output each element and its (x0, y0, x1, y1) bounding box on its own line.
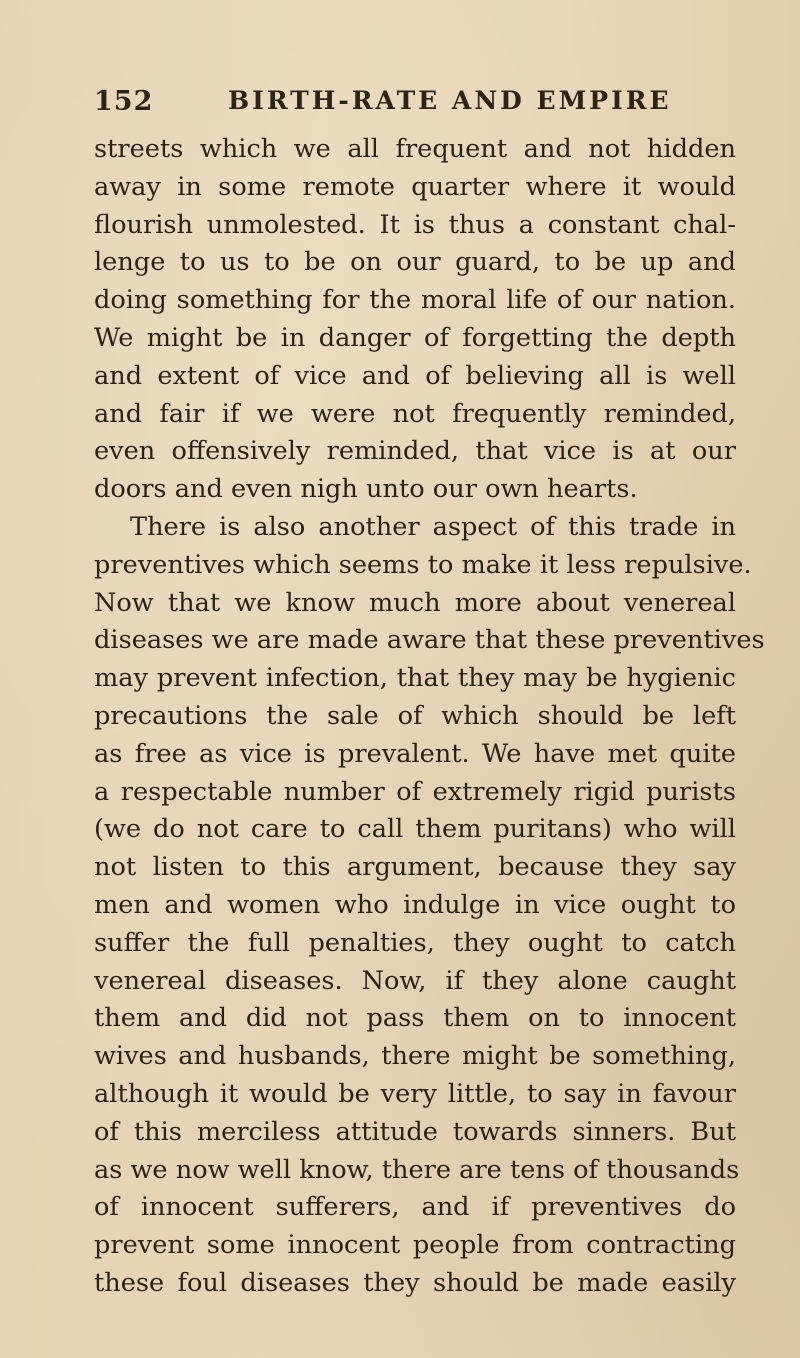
paragraph-1 (94, 131, 736, 509)
text-line: and extent of vice and of believing all is well (94, 360, 736, 391)
running-title: BIRTH-RATE AND EMPIRE (228, 86, 672, 115)
text-line: prevent some innocent people from contracting (94, 1230, 736, 1261)
text-line: them and did not pass them on to innocent (94, 1003, 736, 1034)
text-line: lenge to us to be on our guard, to be up and (94, 247, 736, 278)
text-line: There is also another aspect of this trade in (130, 511, 736, 542)
text-line: doors and even nigh unto our own hearts. (94, 474, 638, 505)
text-line: as free as vice is prevalent. We have met quite (94, 738, 736, 769)
text-line: (we do not care to call them puritans) who will (94, 814, 736, 845)
page-number: 152 (94, 86, 154, 117)
body-text (94, 131, 765, 1303)
text-line: We might be in danger of forgetting the depth (94, 322, 736, 353)
running-head (94, 86, 734, 126)
text-line: a respectable number of extremely rigid purists (94, 776, 736, 807)
text-line: not listen to this argument, because they say (94, 852, 736, 883)
text-line: as we now well know, there are tens of thousands (94, 1154, 740, 1185)
text-line: suffer the full penalties, they ought to catch (94, 927, 736, 958)
text-line: and fair if we were not frequently reminded, (94, 398, 736, 429)
text-line: may prevent infection, that they may be hygienic (94, 663, 736, 694)
text-line: streets which we all frequent and not hidden (94, 134, 736, 164)
text-line: away in some remote quarter where it would (94, 171, 736, 202)
text-line: wives and husbands, there might be something, (94, 1041, 736, 1072)
text-line: men and women who indulge in vice ought to (94, 889, 736, 920)
text-line: of this merciless attitude towards sinners. But (94, 1116, 736, 1147)
text-line: preventives which seems to make it less repulsive. (94, 549, 752, 580)
text-line: even offensively reminded, that vice is at our (94, 436, 736, 467)
text-line: these foul diseases they should be made easily (94, 1267, 736, 1298)
text-line: venereal diseases. Now, if they alone caught (94, 965, 736, 996)
text-line: Now that we know much more about venereal (94, 587, 736, 618)
text-line: flourish unmolested. It is thus a constant chal- (94, 209, 736, 240)
text-line: diseases we are made aware that these preventives (94, 625, 765, 656)
text-line: doing something for the moral life of our nation. (94, 285, 736, 316)
paragraph-2 (94, 509, 765, 1303)
text-line: although it would be very little, to say in favour (94, 1078, 736, 1109)
text-line: precautions the sale of which should be left (94, 700, 736, 731)
text-line: of innocent sufferers, and if preventives do (94, 1192, 736, 1223)
